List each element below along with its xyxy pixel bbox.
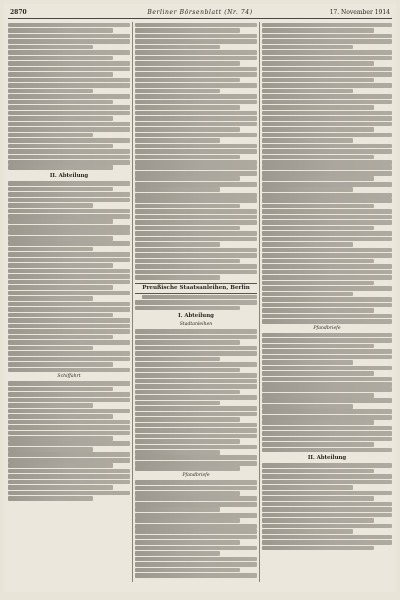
text-line [262,437,392,442]
text-line [135,171,257,176]
text-line [262,105,374,110]
text-line [8,431,130,436]
text-line [262,34,392,39]
text-line [8,291,130,296]
text-line [262,415,392,420]
text-line [8,192,130,197]
text-line [8,351,130,356]
text-line [135,23,257,28]
text-line [8,56,113,61]
text-line [262,209,392,214]
text-line [262,286,392,291]
text-line [262,160,392,165]
text-line [262,474,392,479]
subsection-heading: Pfandbriefe [313,325,341,331]
text-line [135,529,257,534]
text-line [135,105,240,110]
text-line [8,296,93,301]
text-line [135,94,257,99]
text-line [135,461,257,466]
text-line [135,496,257,501]
text-line [8,425,130,430]
text-line [135,486,257,491]
text-line [135,346,257,351]
text-line [262,23,392,28]
text-line [135,89,220,94]
text-line [135,401,220,406]
text-line [8,214,130,219]
text-line [262,524,392,529]
text-line [135,67,257,72]
text-line [135,466,240,471]
text-line [8,165,113,170]
text-line [135,351,257,356]
text-line [135,176,240,181]
text-line [135,122,257,127]
text-line [135,259,240,264]
text-line [135,127,240,132]
text-line [135,226,240,231]
text-line [135,368,240,373]
text-line [262,165,392,170]
text-line [262,366,392,371]
text-line [262,182,392,187]
text-line [262,420,374,425]
text-line [262,111,392,116]
text-line [262,176,374,181]
text-line [135,491,240,496]
text-line [262,39,392,44]
text-line [135,395,257,400]
text-line [8,340,130,345]
text-line [142,295,257,300]
text-line [135,557,257,562]
banner-heading: Preußische Staatsanleihen, Berlin [135,283,257,294]
text-line [262,546,374,551]
column-divider [259,22,260,582]
text-line [262,518,374,523]
text-line [8,105,130,110]
text-line [135,237,257,242]
text-line [8,381,130,386]
text-line [262,204,374,209]
text-line [8,496,93,501]
text-line [135,568,240,573]
text-line [262,371,374,376]
text-line [8,34,130,39]
text-line [135,220,257,225]
text-line [135,242,220,247]
text-line [135,275,220,280]
section-heading: II. Abteilung [49,173,89,180]
subsection-heading: Stadtanleihen [179,322,213,328]
text-line [8,111,130,116]
text-line [262,303,392,308]
text-line [262,404,353,409]
text-line [8,155,130,160]
text-line [135,412,257,417]
left-column [8,22,130,582]
text-line [8,28,113,33]
text-line [262,138,353,143]
text-line [262,496,374,501]
text-line [8,122,130,127]
text-line [135,480,257,485]
text-line [262,155,374,160]
text-line [262,314,392,319]
text-line [8,133,93,138]
text-line [135,34,257,39]
text-line [262,409,392,414]
text-line [8,403,93,408]
text-line [8,447,93,452]
text-line [8,225,130,230]
text-line [8,269,130,274]
right-column [262,22,392,582]
text-line [135,373,257,378]
page-title: Berliner Börsenblatt (Nr. 74) [147,9,253,16]
text-line [8,313,113,318]
text-line [262,349,392,354]
text-line [8,72,113,77]
subsection-heading: Schiffahrt [57,374,81,380]
text-line [8,149,130,154]
text-line [8,198,130,203]
text-line [8,302,130,307]
text-line [8,420,130,425]
text-line [135,513,257,518]
text-line [8,247,93,252]
text-line [262,297,392,302]
text-line [135,83,257,88]
text-line [262,56,392,61]
text-line [8,357,130,362]
text-line [8,67,130,72]
page-header [8,8,392,18]
text-line [135,248,257,253]
text-line [262,333,392,338]
text-line [262,469,374,474]
text-line [8,368,130,373]
text-line [8,491,130,496]
text-line [135,78,240,83]
text-line [8,324,130,329]
text-line [135,428,257,433]
text-line [135,417,240,422]
text-line [135,306,240,311]
text-line [135,518,240,523]
text-line [135,198,257,203]
text-line [135,455,257,460]
section-heading: II. Abteilung [307,455,347,462]
text-line [8,78,130,83]
text-line [8,480,130,485]
text-line [8,138,130,143]
text-line [135,61,240,66]
text-line [8,209,130,214]
text-line [262,72,392,77]
text-line [8,83,130,88]
text-line [262,116,392,121]
text-line [135,111,257,116]
text-line [8,307,130,312]
text-line [135,390,240,395]
text-line [8,94,130,99]
text-line [8,252,130,257]
text-line [8,100,113,105]
text-line [262,480,392,485]
text-line [135,50,257,55]
text-line [135,144,257,149]
text-line [135,340,240,345]
text-line [8,241,130,246]
text-line [8,387,113,392]
text-line [8,452,130,457]
text-line [135,384,257,389]
text-line [262,502,392,507]
text-line [8,23,130,28]
text-line [262,149,392,154]
text-line [262,360,353,365]
text-line [135,56,257,61]
text-line [262,431,392,436]
text-line [135,423,257,428]
text-line [262,292,353,297]
text-line [262,393,374,398]
text-line [262,264,392,269]
header-rule [8,18,392,19]
text-line [135,335,257,340]
text-line [8,436,113,441]
text-line [262,540,392,545]
text-line [135,160,257,165]
text-line [135,329,257,334]
text-line [262,463,392,468]
text-line [8,61,130,66]
text-line [8,263,113,268]
text-line [8,274,130,279]
text-line [135,155,240,160]
text-line [262,28,374,33]
text-line [135,116,257,121]
text-line [262,94,392,99]
text-line [8,160,130,165]
text-line [262,171,392,176]
text-line [135,445,257,450]
text-line [262,281,374,286]
text-line [135,379,257,384]
text-line [135,357,220,362]
text-line [135,72,257,77]
text-line [8,280,130,285]
text-line [135,406,257,411]
page-number: 2870 [10,9,27,16]
text-line [8,203,93,208]
text-line [262,83,392,88]
text-line [262,78,374,83]
text-line [8,329,130,334]
text-line [135,264,257,269]
text-line [135,193,257,198]
text-line [262,61,374,66]
text-line [262,100,392,105]
text-line [135,535,257,540]
text-line [135,165,257,170]
text-line [135,362,257,367]
text-line [8,39,130,44]
text-line [262,50,392,55]
text-line [135,231,257,236]
text-line [262,253,392,258]
text-line [262,398,392,403]
text-line [8,398,130,403]
text-line [262,308,374,313]
text-line [135,507,220,512]
text-line [8,127,130,132]
text-line [8,285,113,290]
text-line [262,355,392,360]
text-line [135,187,220,192]
text-line [262,144,392,149]
text-line [262,270,392,275]
text-line [262,485,353,490]
text-line [135,149,257,154]
text-line [8,335,113,340]
text-line [8,258,130,263]
text-line [135,540,240,545]
text-line [8,45,93,50]
text-line [8,485,113,490]
text-line [262,242,353,247]
text-line [262,220,392,225]
text-line [135,209,257,214]
text-line [8,409,130,414]
text-line [8,469,130,474]
text-line [8,236,113,241]
text-line [262,338,392,343]
text-line [262,187,353,192]
text-line [8,463,113,468]
text-line [135,39,257,44]
text-line [262,127,374,132]
text-line [262,491,392,496]
text-line [8,441,130,446]
text-line [262,226,374,231]
text-line [262,198,392,203]
text-line [135,573,257,578]
text-line [135,215,257,220]
section-heading: I. Abteilung [178,313,214,320]
text-line [8,346,93,351]
text-line [262,448,392,453]
text-line [135,546,257,551]
column-divider [132,22,133,582]
text-line [135,551,220,556]
text-line [135,439,240,444]
text-line [8,362,113,367]
text-line [135,182,257,187]
text-line [262,377,392,382]
text-line [262,259,374,264]
text-line [8,414,113,419]
text-line [262,426,392,431]
text-line [135,562,257,567]
text-line [262,122,392,127]
text-line [8,458,130,463]
text-line [262,507,392,512]
text-line [8,219,113,224]
middle-column [135,22,257,582]
text-line [135,434,257,439]
text-line [8,230,130,235]
text-line [262,193,392,198]
text-line [135,253,257,258]
text-line [262,344,374,349]
text-line [8,89,93,94]
text-line [262,535,392,540]
text-line [8,474,130,479]
text-line [262,45,353,50]
text-line [262,442,374,447]
text-line [262,513,392,518]
text-line [262,237,392,242]
text-line [135,45,220,50]
text-line [262,382,392,387]
text-line [262,248,392,253]
page-date: 17. November 1914 [329,9,390,16]
text-line [8,181,130,186]
text-line [135,138,220,143]
text-line [135,204,240,209]
text-line [135,502,257,507]
newspaper-page [4,4,396,592]
text-line [262,231,392,236]
text-line [8,318,130,323]
text-line [262,275,392,280]
text-line [135,133,257,138]
text-line [262,529,353,534]
text-line [8,50,130,55]
text-line [135,450,220,455]
text-line [8,187,113,192]
text-line [135,100,257,105]
text-line [135,300,257,305]
text-line [8,116,113,121]
text-line [262,387,392,392]
text-line [262,215,392,220]
text-line [135,270,257,275]
text-line [262,89,353,94]
subsection-heading: Pfandbriefe [182,473,210,479]
text-line [8,392,130,397]
text-line [262,67,392,72]
text-line [135,524,257,529]
text-line [8,144,113,149]
text-line [262,319,392,324]
text-line [262,133,392,138]
text-line [135,28,240,33]
